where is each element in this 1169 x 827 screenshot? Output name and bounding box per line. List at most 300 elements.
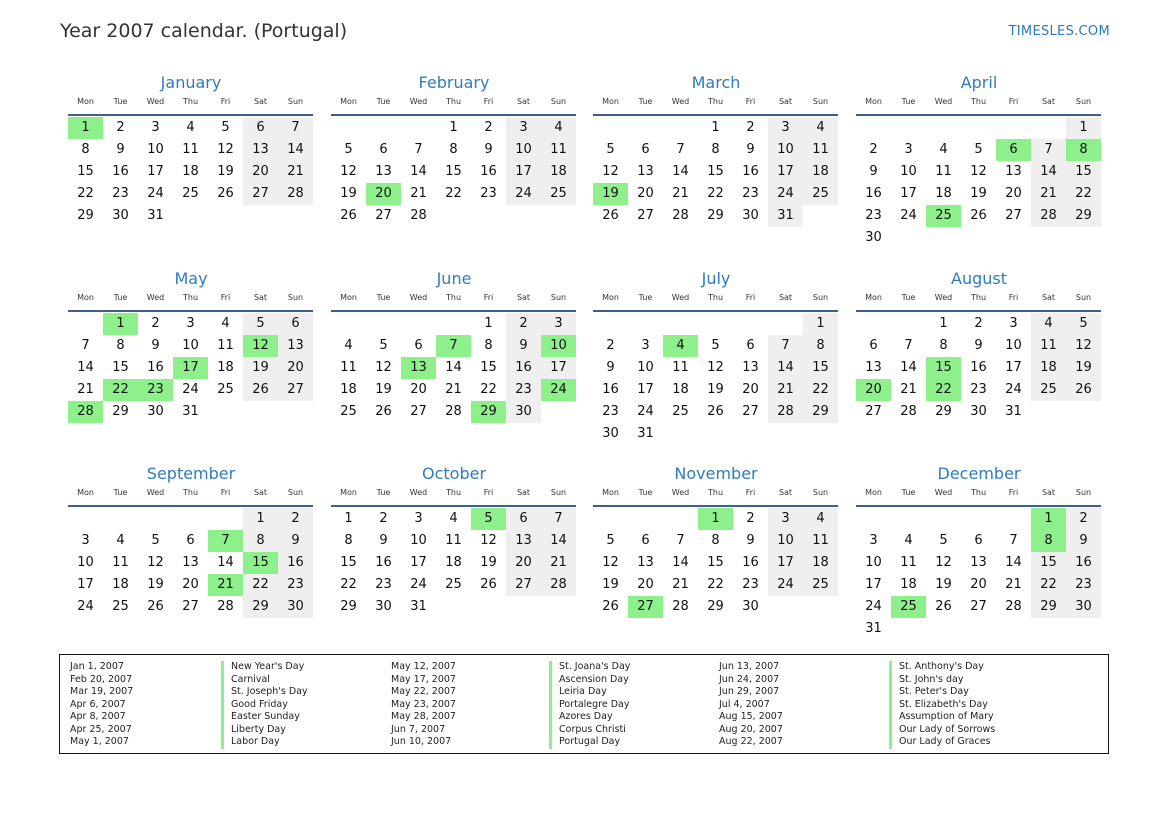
- calendar-day: 1: [484, 316, 493, 331]
- calendar-day: 31: [1005, 404, 1022, 419]
- calendar-day: 13: [1005, 164, 1022, 179]
- calendar-day: 1: [1066, 117, 1101, 139]
- weekday-label: Fri: [483, 488, 494, 497]
- legend-holiday-name: Our Lady of Sorrows: [889, 724, 995, 737]
- weekday-label: Wed: [146, 488, 165, 497]
- calendar-day: 31: [410, 599, 427, 614]
- calendar-day: 2: [606, 338, 615, 353]
- calendar-day: 23: [375, 577, 392, 592]
- calendar-day: 9: [379, 533, 388, 548]
- holiday-day: 1: [698, 508, 733, 530]
- month-title: July: [701, 269, 731, 288]
- weekday-label: Tue: [901, 97, 916, 106]
- empty-cell: [891, 313, 926, 335]
- calendar-day: 12: [602, 164, 619, 179]
- weekday-label: Sat: [253, 293, 268, 302]
- empty-cell: [331, 313, 366, 335]
- empty-cell: [768, 313, 803, 335]
- calendar-day: 13: [637, 164, 654, 179]
- calendar-day: 23: [480, 186, 497, 201]
- calendar-day: 11: [803, 139, 838, 161]
- calendar-day: 8: [803, 335, 838, 357]
- legend-holiday-name: Carnival: [221, 674, 308, 687]
- legend-date: Aug 15, 2007: [719, 711, 783, 722]
- calendar-day: 27: [970, 599, 987, 614]
- calendar-day: 26: [340, 208, 357, 223]
- empty-cell: [996, 508, 1031, 530]
- calendar-day: 24: [506, 183, 541, 205]
- calendar-day: 8: [939, 338, 948, 353]
- calendar-day: 22: [77, 186, 94, 201]
- legend-date: Jun 10, 2007: [391, 736, 452, 747]
- weekday-label: Sun: [812, 293, 829, 302]
- calendar-day: 27: [375, 208, 392, 223]
- calendar-day: 5: [606, 142, 615, 157]
- calendar-day: 20: [410, 382, 427, 397]
- calendar-day: 26: [707, 404, 724, 419]
- weekday-label: Wed: [671, 293, 690, 302]
- calendar-day: 8: [116, 338, 125, 353]
- calendar-day: 16: [147, 360, 164, 375]
- weekday-label: Tue: [901, 488, 916, 497]
- month-july: [593, 268, 839, 445]
- calendar-day: 4: [803, 508, 838, 530]
- legend-date: Jun 24, 2007: [719, 673, 780, 685]
- calendar-day: 25: [340, 404, 357, 419]
- weekday-label: Wed: [934, 488, 953, 497]
- weekday-label: Wed: [671, 488, 690, 497]
- calendar-day: 1: [803, 313, 838, 335]
- calendar-day: 7: [768, 335, 803, 357]
- holiday-day: 13: [401, 357, 436, 379]
- calendar-day: 5: [221, 120, 230, 135]
- weekday-label: Sun: [287, 97, 304, 106]
- weekday-label: Mon: [340, 488, 357, 497]
- weekday-label: Sat: [253, 488, 268, 497]
- calendar-day: 14: [1031, 161, 1066, 183]
- legend-holiday-name: St. Anthony's Day: [889, 661, 995, 674]
- day-grid: [68, 508, 314, 618]
- header-rule: [331, 310, 576, 312]
- calendar-day: 10: [506, 139, 541, 161]
- calendar-day: 5: [379, 338, 388, 353]
- calendar-day: 20: [278, 357, 313, 379]
- weekday-label: Sun: [812, 488, 829, 497]
- calendar-day: 22: [1066, 183, 1101, 205]
- weekday-label: Tue: [376, 293, 391, 302]
- calendar-day: 28: [278, 183, 313, 205]
- weekday-label: Mon: [77, 488, 94, 497]
- calendar-day: 9: [746, 142, 755, 157]
- calendar-day: 6: [379, 142, 388, 157]
- calendar-day: 28: [672, 208, 689, 223]
- calendar-day: 6: [186, 533, 195, 548]
- weekday-label: Thu: [970, 97, 987, 106]
- weekday-label: Mon: [602, 97, 619, 106]
- legend-holiday-name: St. Joseph's Day: [221, 686, 308, 699]
- calendar-day: 4: [541, 117, 576, 139]
- calendar-day: 8: [711, 142, 720, 157]
- calendar-day: 29: [77, 208, 94, 223]
- empty-cell: [366, 313, 401, 335]
- calendar-day: 30: [970, 404, 987, 419]
- empty-cell: [208, 508, 243, 530]
- weekday-label: Fri: [1008, 97, 1019, 106]
- empty-cell: [68, 508, 103, 530]
- calendar-day: 11: [112, 555, 129, 570]
- weekday-label: Sat: [778, 293, 793, 302]
- legend-holiday-name: Easter Sunday: [221, 711, 308, 724]
- weekday-label: Tue: [113, 293, 128, 302]
- calendar-day: 22: [707, 577, 724, 592]
- calendar-day: 4: [939, 142, 948, 157]
- month-title: December: [937, 464, 1021, 483]
- calendar-day: 11: [803, 530, 838, 552]
- legend-date: Jun 29, 2007: [719, 686, 780, 697]
- header-rule: [593, 310, 838, 312]
- calendar-day: 31: [865, 621, 882, 636]
- calendar-day: 11: [935, 164, 952, 179]
- calendar-day: 12: [1066, 335, 1101, 357]
- weekday-label: Thu: [970, 293, 987, 302]
- empty-cell: [891, 117, 926, 139]
- weekday-label: Mon: [602, 488, 619, 497]
- calendar-day: 1: [449, 120, 458, 135]
- weekday-header: [331, 488, 577, 502]
- calendar-day: 17: [768, 552, 803, 574]
- calendar-day: 4: [803, 117, 838, 139]
- calendar-day: 19: [935, 577, 952, 592]
- holiday-day: 20: [366, 183, 401, 205]
- day-grid: [331, 508, 577, 618]
- weekday-label: Fri: [1008, 293, 1019, 302]
- calendar-day: 13: [182, 555, 199, 570]
- empty-cell: [961, 117, 996, 139]
- calendar-day: 13: [742, 360, 759, 375]
- legend-holiday-name: Labor Day: [221, 736, 308, 749]
- calendar-day: 13: [637, 555, 654, 570]
- calendar-day: 22: [340, 577, 357, 592]
- calendar-day: 18: [803, 552, 838, 574]
- weekday-label: Thu: [970, 488, 987, 497]
- holiday-day: 1: [103, 313, 138, 335]
- legend-date: Jun 7, 2007: [391, 723, 446, 735]
- month-title: April: [960, 73, 998, 92]
- empty-cell: [996, 117, 1031, 139]
- weekday-label: Tue: [113, 488, 128, 497]
- legend-date: Apr 25, 2007: [70, 723, 132, 735]
- calendar-day: 4: [116, 533, 125, 548]
- site-link[interactable]: TIMESLES.COM: [1008, 24, 1110, 39]
- header-rule: [331, 114, 576, 116]
- holiday-day: 25: [891, 596, 926, 618]
- month-title: August: [951, 269, 1007, 288]
- calendar-day: 21: [900, 382, 917, 397]
- legend-names-col-2: [549, 661, 630, 749]
- weekday-label: Fri: [483, 97, 494, 106]
- holiday-day: 5: [471, 508, 506, 530]
- calendar-day: 17: [865, 577, 882, 592]
- calendar-day: 4: [904, 533, 913, 548]
- calendar-day: 9: [278, 530, 313, 552]
- calendar-day: 15: [77, 164, 94, 179]
- calendar-day: 23: [742, 186, 759, 201]
- calendar-day: 7: [676, 533, 685, 548]
- calendar-day: 2: [746, 120, 755, 135]
- weekday-label: Thu: [707, 488, 724, 497]
- calendar-day: 23: [865, 208, 882, 223]
- calendar-day: 10: [865, 555, 882, 570]
- weekday-label: Mon: [340, 97, 357, 106]
- weekday-label: Fri: [745, 488, 756, 497]
- calendar-day: 17: [637, 382, 654, 397]
- calendar-day: 15: [445, 164, 462, 179]
- calendar-day: 21: [278, 161, 313, 183]
- legend-holiday-name: Ascension Day: [549, 674, 630, 687]
- calendar-day: 13: [278, 335, 313, 357]
- holiday-day: 23: [138, 379, 173, 401]
- holiday-day: 22: [926, 379, 961, 401]
- month-march: [593, 72, 839, 227]
- calendar-day: 2: [974, 316, 983, 331]
- weekday-label: Tue: [113, 97, 128, 106]
- calendar-day: 31: [147, 208, 164, 223]
- empty-cell: [628, 508, 663, 530]
- weekday-label: Wed: [409, 293, 428, 302]
- calendar-day: 28: [445, 404, 462, 419]
- weekday-label: Fri: [220, 488, 231, 497]
- header-rule: [68, 114, 313, 116]
- weekday-label: Sun: [1075, 293, 1092, 302]
- calendar-day: 26: [147, 599, 164, 614]
- calendar-day: 28: [541, 574, 576, 596]
- calendar-day: 11: [541, 139, 576, 161]
- legend-date: Feb 20, 2007: [70, 673, 133, 685]
- calendar-day: 25: [672, 404, 689, 419]
- calendar-day: 8: [243, 530, 278, 552]
- weekday-header: [856, 488, 1102, 502]
- month-title: November: [674, 464, 758, 483]
- calendar-day: 27: [278, 379, 313, 401]
- header-rule: [331, 505, 576, 507]
- header-rule: [68, 310, 313, 312]
- calendar-day: 19: [147, 577, 164, 592]
- calendar-day: 9: [746, 533, 755, 548]
- legend-holiday-name: St. Elizabeth's Day: [889, 699, 995, 712]
- calendar-day: 14: [1005, 555, 1022, 570]
- calendar-day: 23: [1066, 574, 1101, 596]
- calendar-day: 17: [506, 161, 541, 183]
- weekday-label: Sat: [516, 97, 531, 106]
- weekday-label: Fri: [483, 293, 494, 302]
- calendar-day: 15: [707, 555, 724, 570]
- calendar-day: 26: [1066, 379, 1101, 401]
- calendar-day: 16: [278, 552, 313, 574]
- calendar-day: 16: [602, 382, 619, 397]
- calendar-day: 10: [637, 360, 654, 375]
- empty-cell: [856, 117, 891, 139]
- calendar-day: 30: [375, 599, 392, 614]
- holiday-day: 24: [541, 379, 576, 401]
- holiday-day: 15: [926, 357, 961, 379]
- calendar-day: 9: [1066, 530, 1101, 552]
- calendar-day: 19: [217, 164, 234, 179]
- calendar-day: 12: [480, 533, 497, 548]
- month-september: [68, 463, 314, 618]
- empty-cell: [593, 313, 628, 335]
- calendar-day: 6: [243, 117, 278, 139]
- calendar-day: 28: [672, 599, 689, 614]
- calendar-day: 6: [278, 313, 313, 335]
- calendar-day: 13: [243, 139, 278, 161]
- legend-date: May 17, 2007: [391, 673, 456, 685]
- calendar-day: 26: [480, 577, 497, 592]
- calendar-day: 25: [217, 382, 234, 397]
- day-grid: [331, 313, 577, 423]
- calendar-day: 22: [1031, 574, 1066, 596]
- weekday-label: Sun: [1075, 488, 1092, 497]
- calendar-day: 26: [375, 404, 392, 419]
- page-title: Year 2007 calendar. (Portugal): [60, 20, 348, 42]
- holiday-day: 19: [593, 183, 628, 205]
- calendar-day: 3: [869, 533, 878, 548]
- empty-cell: [138, 508, 173, 530]
- calendar-day: 14: [768, 357, 803, 379]
- calendar-day: 10: [900, 164, 917, 179]
- legend-date: Apr 6, 2007: [70, 698, 126, 710]
- calendar-day: 20: [182, 577, 199, 592]
- legend-date: Aug 20, 2007: [719, 723, 783, 735]
- day-grid: [593, 117, 839, 227]
- header-rule: [856, 114, 1101, 116]
- legend-date: May 23, 2007: [391, 698, 456, 710]
- calendar-day: 14: [278, 139, 313, 161]
- calendar-day: 29: [1031, 596, 1066, 618]
- holiday-day: 6: [996, 139, 1031, 161]
- calendar-day: 24: [637, 404, 654, 419]
- calendar-day: 21: [1031, 183, 1066, 205]
- holiday-day: 29: [471, 401, 506, 423]
- calendar-day: 6: [746, 338, 755, 353]
- legend-date: Jan 1, 2007: [70, 661, 124, 672]
- calendar-day: 3: [81, 533, 90, 548]
- month-title: March: [691, 73, 741, 92]
- legend-holiday-name: St. Peter's Day: [889, 686, 995, 699]
- weekday-label: Sun: [550, 488, 567, 497]
- weekday-label: Sun: [812, 97, 829, 106]
- calendar-day: 29: [1066, 205, 1101, 227]
- legend-holiday-name: Azores Day: [549, 711, 630, 724]
- empty-cell: [103, 508, 138, 530]
- empty-cell: [68, 313, 103, 335]
- calendar-day: 13: [970, 555, 987, 570]
- day-grid: [856, 508, 1102, 640]
- weekday-header: [68, 488, 314, 502]
- calendar-day: 11: [445, 533, 462, 548]
- weekday-label: Wed: [409, 97, 428, 106]
- calendar-day: 7: [278, 117, 313, 139]
- calendar-day: 5: [243, 313, 278, 335]
- weekday-label: Sun: [550, 97, 567, 106]
- holiday-day: 8: [1031, 530, 1066, 552]
- calendar-day: 14: [900, 360, 917, 375]
- calendar-day: 17: [77, 577, 94, 592]
- legend-date: Jun 13, 2007: [719, 661, 780, 672]
- calendar-day: 15: [707, 164, 724, 179]
- weekday-label: Mon: [340, 293, 357, 302]
- calendar-day: 5: [151, 533, 160, 548]
- day-grid: [68, 117, 314, 227]
- legend-date: Jul 4, 2007: [719, 698, 770, 710]
- holiday-day: 8: [1066, 139, 1101, 161]
- calendar-day: 17: [1005, 360, 1022, 375]
- calendar-day: 16: [480, 164, 497, 179]
- calendar-day: 19: [1066, 357, 1101, 379]
- calendar-day: 8: [484, 338, 493, 353]
- weekday-label: Sat: [516, 293, 531, 302]
- calendar-day: 27: [410, 404, 427, 419]
- calendar-day: 21: [672, 186, 689, 201]
- weekday-header: [593, 97, 839, 111]
- calendar-day: 25: [1031, 379, 1066, 401]
- calendar-day: 20: [506, 552, 541, 574]
- holiday-day: 4: [663, 335, 698, 357]
- calendar-day: 3: [768, 508, 803, 530]
- calendar-day: 2: [151, 316, 160, 331]
- calendar-day: 24: [768, 183, 803, 205]
- calendar-day: 15: [480, 360, 497, 375]
- calendar-day: 5: [606, 533, 615, 548]
- calendar-day: 29: [243, 596, 278, 618]
- weekday-label: Mon: [865, 97, 882, 106]
- calendar-day: 30: [742, 208, 759, 223]
- calendar-day: 2: [506, 313, 541, 335]
- weekday-header: [856, 293, 1102, 307]
- calendar-day: 4: [186, 120, 195, 135]
- calendar-day: 5: [974, 142, 983, 157]
- legend-holiday-name: Corpus Christi: [549, 724, 630, 737]
- weekday-label: Sun: [287, 293, 304, 302]
- empty-cell: [366, 117, 401, 139]
- holiday-legend: [59, 654, 1109, 754]
- weekday-label: Wed: [934, 97, 953, 106]
- calendar-day: 27: [506, 574, 541, 596]
- holiday-day: 12: [243, 335, 278, 357]
- calendar-day: 30: [278, 596, 313, 618]
- calendar-day: 22: [707, 186, 724, 201]
- calendar-day: 19: [970, 186, 987, 201]
- calendar-day: 18: [217, 360, 234, 375]
- weekday-header: [331, 97, 577, 111]
- calendar-day: 14: [672, 164, 689, 179]
- calendar-day: 23: [602, 404, 619, 419]
- calendar-day: 8: [344, 533, 353, 548]
- calendar-day: 22: [243, 574, 278, 596]
- holiday-day: 22: [103, 379, 138, 401]
- legend-date: Apr 8, 2007: [70, 711, 126, 722]
- weekday-label: Wed: [934, 293, 953, 302]
- calendar-day: 14: [445, 360, 462, 375]
- weekday-label: Sat: [1041, 488, 1056, 497]
- weekday-label: Thu: [707, 293, 724, 302]
- header-rule: [593, 114, 838, 116]
- weekday-label: Fri: [745, 293, 756, 302]
- calendar-day: 3: [151, 120, 160, 135]
- weekday-label: Thu: [182, 293, 199, 302]
- weekday-label: Mon: [865, 488, 882, 497]
- weekday-label: Thu: [445, 97, 462, 106]
- day-grid: [68, 313, 314, 423]
